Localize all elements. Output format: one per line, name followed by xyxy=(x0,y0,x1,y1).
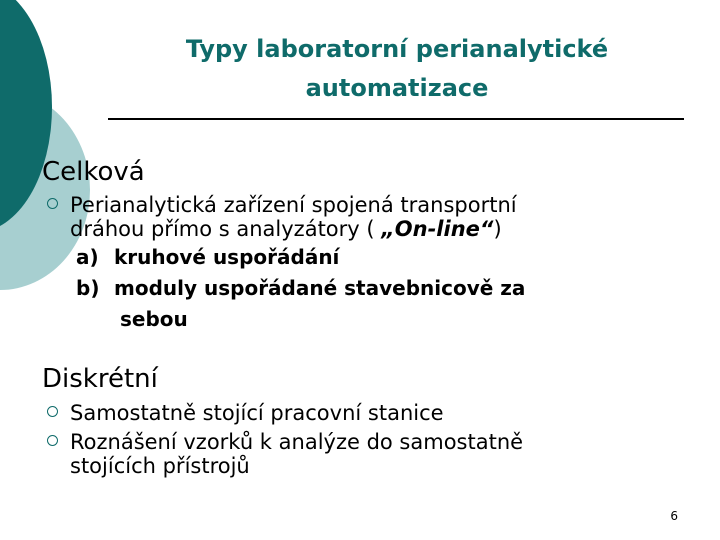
list-item-text: Roznášení vzorků k analýze do samostatně stojících přístrojů xyxy=(70,430,524,478)
slide-title xyxy=(112,30,682,108)
title-line: Typy laboratorní perianalytické xyxy=(185,35,609,63)
list-item xyxy=(44,193,684,241)
list-item-text: Perianalytická zařízení spojená transportní dráhou přímo s analyzátory ( „On-line“) xyxy=(70,193,517,241)
title-divider xyxy=(108,118,684,120)
list-item xyxy=(44,401,684,425)
section-heading-diskretni: Diskrétní xyxy=(42,364,158,394)
bullet-circle-icon xyxy=(47,198,58,209)
title-line: automatizace xyxy=(305,74,489,102)
section-heading-celkova: Celková xyxy=(42,157,145,187)
sub-list-item: a) kruhové uspořádání xyxy=(76,245,340,269)
list-item-text: Samostatně stojící pracovní stanice xyxy=(70,401,444,425)
sub-list-item-continuation: sebou xyxy=(120,307,188,331)
slide-number: 6 xyxy=(670,509,678,523)
bullet-circle-icon xyxy=(47,435,58,446)
list-item xyxy=(44,430,684,478)
bullet-circle-icon xyxy=(47,406,58,417)
sub-list-item: b) moduly uspořádané stavebnicově za xyxy=(76,276,526,300)
online-emphasis: „On-line“ xyxy=(381,217,494,241)
